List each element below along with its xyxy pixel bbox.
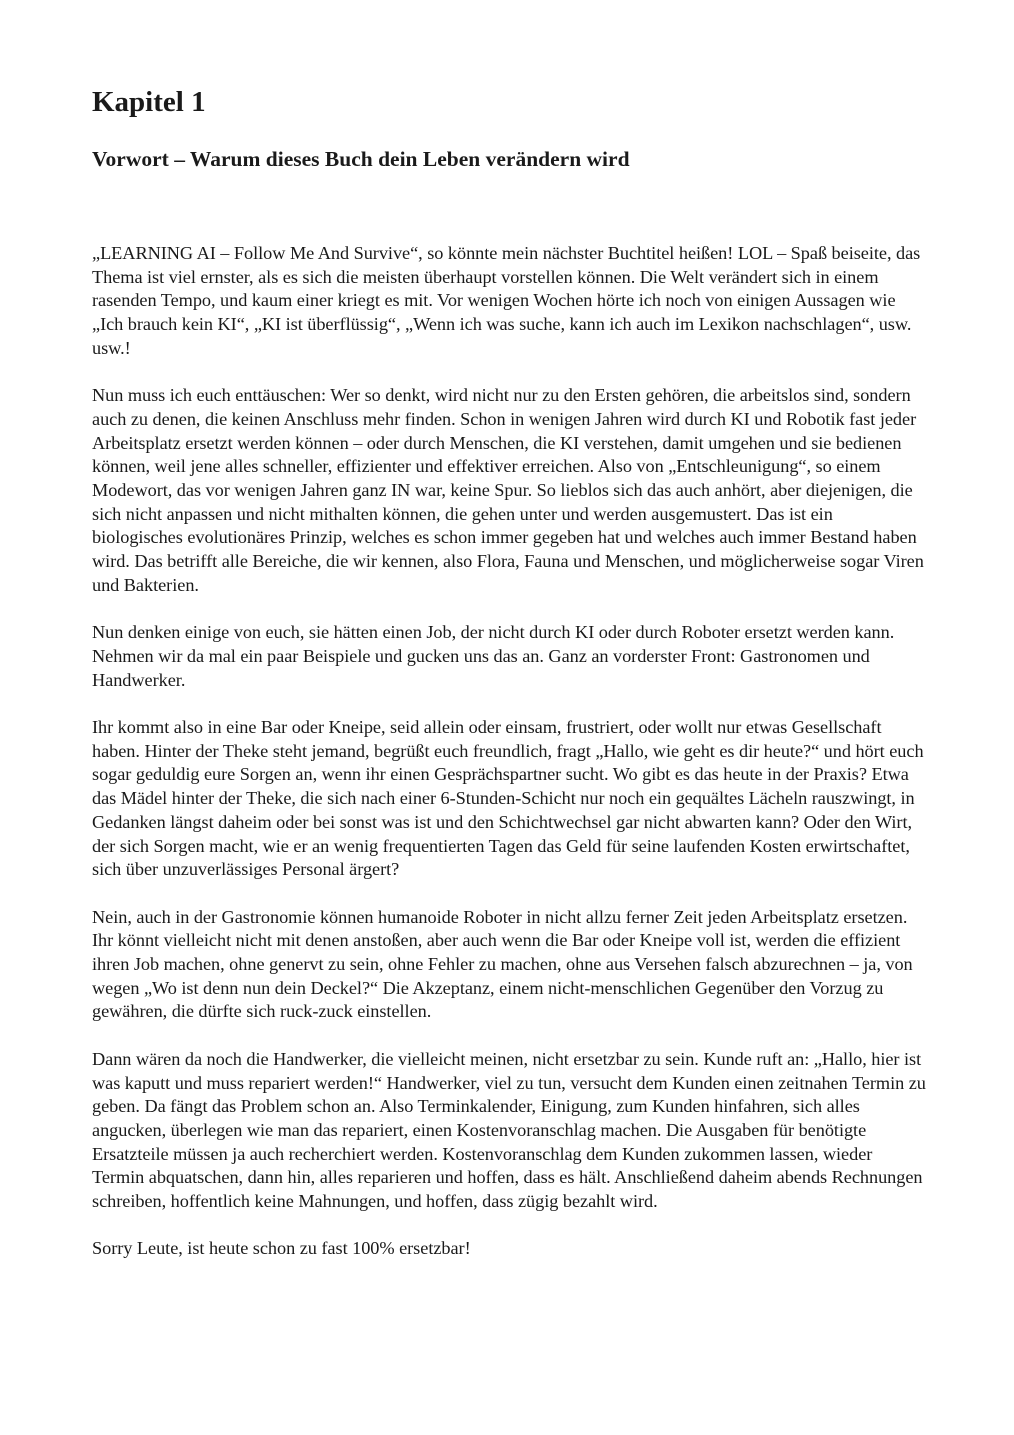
- body-text: [92, 242, 928, 1261]
- paragraph: Nun denken einige von euch, sie hätten einen Job, der nicht durch KI oder durch Roboter ersetzt werden kann. Nehmen wir da mal ein paar Beispiele und gucken uns das an. Ganz an vorderster Front: Gastronomen und Handwerker.: [92, 622, 895, 690]
- paragraph: Ihr kommt also in eine Bar oder Kneipe, seid allein oder einsam, frustriert, oder wollt nur etwas Gesellschaft haben. Hinter der Theke steht jemand, begrüßt euch freundlich, fragt „Hallo, wie geht es dir heute?“ und hört euch sogar geduldig eure Sorgen an, wenn ihr einen Gesprächspartner sucht. Wo gibt es das heute in der Praxis? Etwa das Mädel hinter der Theke, die sich nach einer 6-Stunden-Schicht nur noch ein gequältes Lächeln rauszwingt, in Gedanken längst daheim oder bei sonst was ist und den Schichtwechsel gar nicht abwarten kann? Oder den Wirt, der sich Sorgen macht, wie er an wenig frequentierten Tagen das Geld für seine laufenden Kosten erwirtschaftet, sich über unzuverlässiges Personal ärgert?: [92, 717, 924, 880]
- chapter-subtitle: Vorwort – Warum dieses Buch dein Leben verändern wird: [92, 147, 630, 171]
- paragraph: „LEARNING AI – Follow Me And Survive“, so könnte mein nächster Buchtitel heißen! LOL – Spaß beiseite, das Thema ist viel ernster, als es sich die meisten überhaupt vorstellen können. Die Welt verändert sich in einem rasenden Tempo, und kaum einer kriegt es mit. Vor wenigen Wochen hörte ich noch von einigen Aussagen wie „Ich brauch kein KI“, „KI ist überflüssig“, „Wenn ich was suche, kann ich auch im Lexikon nachschlagen“, usw. usw.!: [92, 243, 921, 358]
- paragraph: Sorry Leute, ist heute schon zu fast 100% ersetzbar!: [92, 1238, 471, 1259]
- paragraph: Nein, auch in der Gastronomie können humanoide Roboter in nicht allzu ferner Zeit jeden Arbeitsplatz ersetzen. Ihr könnt vielleicht nicht mit denen anstoßen, aber auch wenn die Bar oder Kneipe voll ist, werden die effizient ihren Job machen, ohne genervt zu sein, ohne Fehler zu machen, ohne aus Versehen falsch abzurechnen – ja, von wegen „Wo ist denn nun dein Deckel?“ Die Akzeptanz, einem nicht-menschlichen Gegenüber den Vorzug zu gewähren, die dürfte sich ruck-zuck einstellen.: [92, 906, 913, 1022]
- paragraph: Dann wären da noch die Handwerker, die vielleicht meinen, nicht ersetzbar zu sein. Kunde ruft an: „Hallo, hier ist was kaputt und muss repariert werden!“ Handwerker, viel zu tun, versucht dem Kunden einen zeitnahen Termin zu geben. Da fängt das Problem schon an. Also Terminkalender, Einigung, zum Kunden hinfahren, sich alles angucken, überlegen wie man das repariert, einen Kostenvoranschlag machen. Die Ausgaben für benötigte Ersatzteile müssen ja auch recherchiert werden. Kostenvoranschlag dem Kunden zukommen lassen, wieder Termin abquatschen, dann hin, alles reparieren und hoffen, dass es hält. Anschließend daheim abends Rechnungen schreiben, hoffentlich keine Mahnungen, und hoffen, dass zügig bezahlt wird.: [92, 1048, 926, 1212]
- paragraph: Nun muss ich euch enttäuschen: Wer so denkt, wird nicht nur zu den Ersten gehören, die arbeitslos sind, sondern auch zu denen, die keinen Anschluss mehr finden. Schon in wenigen Jahren wird durch KI und Robotik fast jeder Arbeitsplatz ersetzt werden können – oder durch Menschen, die KI verstehen, damit umgehen und sie bedienen können, weil jene alles schneller, effizienter und effektiver erreichen. Also von „Entschleunigung“, so einem Modewort, das vor wenigen Jahren ganz IN war, keine Spur. So lieblos sich das auch anhört, aber diejenigen, die sich nicht anpassen und nicht mithalten können, die gehen unter und werden ausgemustert. Das ist ein biologisches evolutionäres Prinzip, welches es schon immer gegeben hat und welches auch immer Bestand haben wird. Das betrifft alle Bereiche, die wir kennen, also Flora, Fauna und Menschen, und möglicherweise sogar Viren und Bakterien.: [92, 385, 924, 595]
- chapter-title: Kapitel 1: [92, 86, 206, 118]
- document-page: [92, 82, 928, 1285]
